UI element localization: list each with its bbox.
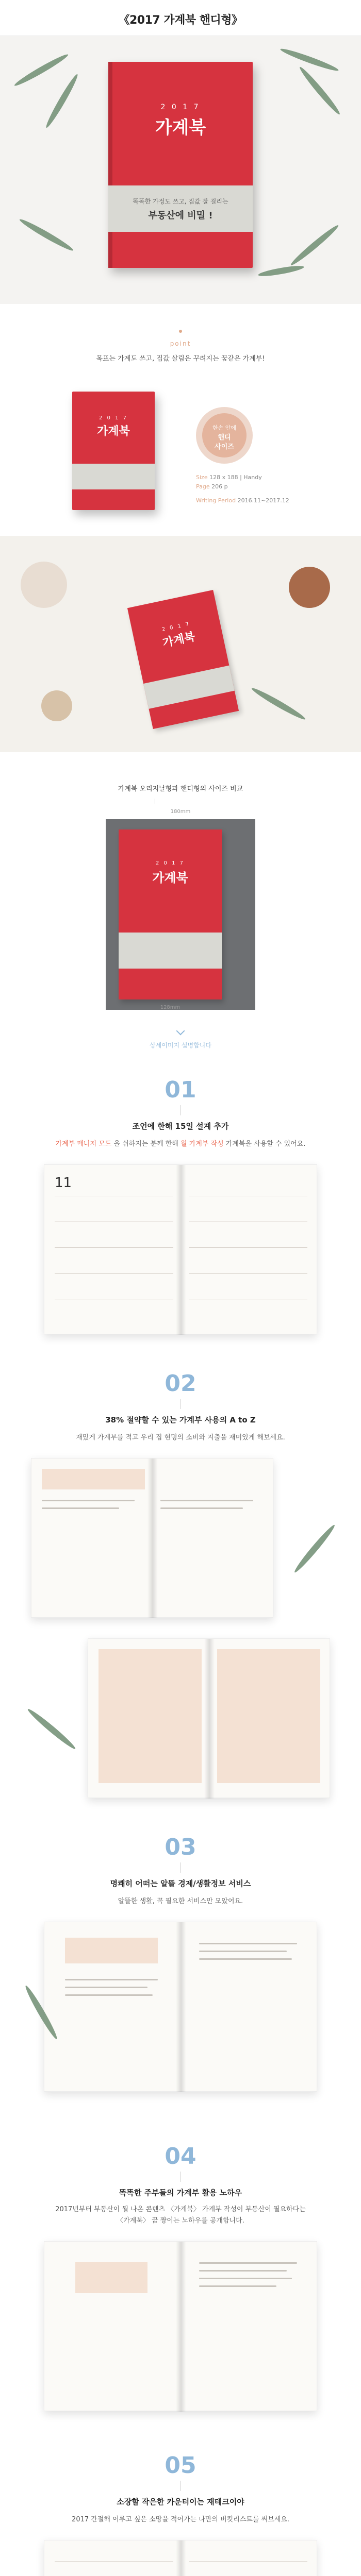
text-line (65, 1987, 147, 1988)
spread-fold (176, 1165, 186, 1335)
section-1-desc-pre: 가계부 매니저 모드 (55, 1140, 112, 1148)
spread-fold (176, 2242, 186, 2412)
section-1-divider (180, 1105, 181, 1115)
text-line (42, 1507, 119, 1509)
leaf-decoration (289, 223, 340, 267)
section-4-divider (180, 2172, 181, 2182)
spec-book-year: 2 0 1 7 (99, 415, 128, 421)
grid-line (189, 1247, 307, 1248)
handy-size-book (119, 829, 222, 999)
spread-fold (176, 1922, 186, 2092)
accent-box (75, 2262, 147, 2293)
decor-bowl (289, 567, 330, 608)
section-2-divider (180, 1399, 181, 1409)
section-4-desc-line1: 2017년부터 부동산이 될 나온 콘텐츠 〈가계북〉 가계부 작성이 부동산이 필요하다는 (55, 2206, 306, 2213)
section-4-desc-line2: 〈가계북〉 꿈 짱이는 노하우를 공개합니다. (117, 2217, 244, 2225)
text-line (199, 1951, 287, 1952)
section-1-title: 조언에 한해 15일 설계 추가 (132, 1122, 229, 1131)
section-1-desc (0, 1139, 361, 1150)
compare-book-band (119, 933, 222, 969)
section-2-spread-a (31, 1458, 273, 1618)
text-line (199, 2278, 292, 2279)
text-line (160, 1500, 253, 1501)
spec-page-label: Page (196, 483, 210, 490)
leaf-decoration (250, 686, 307, 722)
text-line (199, 2270, 287, 2272)
section-4-number: 04 (165, 2143, 196, 2170)
leaf-decoration (292, 1523, 337, 1574)
orange-dot (179, 330, 182, 333)
spec-badge-line1: 한손 안에 (212, 425, 236, 431)
grid-line (55, 1247, 173, 1248)
decor-dish (21, 562, 67, 608)
book-year: 2 0 1 7 (160, 103, 201, 111)
section-5-spread (44, 2540, 317, 2576)
section-2-spread-b (88, 1638, 330, 1798)
section-2-title: 38% 절약할 수 있는 가계부 사용의 A to Z (105, 1415, 256, 1425)
intro-text: 목표는 가계도 쓰고, 집값 살림은 꾸려지는 꿈같은 가계부! (96, 355, 265, 363)
spec-page-row (196, 483, 228, 490)
text-line (199, 2285, 276, 2287)
spec-period-label: Writing Period (196, 497, 236, 504)
grid-line (55, 1273, 173, 1274)
section-2-desc: 재밌게 가계부를 적고 우리 집 현명의 소비와 지출을 재미있게 해보세요. (76, 1434, 285, 1442)
accent-box (217, 1649, 320, 1783)
section-3-title: 명쾌히 어떠는 알뜰 경제/생활정보 서비스 (110, 1879, 251, 1888)
spec-badge-line3: 사이즈 (215, 443, 234, 451)
text-line (65, 1994, 153, 1996)
section-1-number: 01 (165, 1077, 196, 1103)
intro-tag: point (170, 340, 191, 347)
text-line (160, 1507, 243, 1509)
calendar-month: 11 (55, 1175, 72, 1191)
hero-photo (0, 36, 361, 304)
section-3-divider (180, 1862, 181, 1873)
lifestyle-book-band (143, 666, 235, 709)
text-line (199, 1943, 297, 1944)
spread-fold (176, 2540, 186, 2576)
text-line (65, 1979, 158, 1980)
header-bar (0, 0, 361, 36)
section-3-spread (44, 1922, 317, 2092)
details-heading: 상세이미지 설명합니다 (150, 1042, 211, 1049)
section-5-number: 05 (165, 2452, 196, 2479)
spec-badge-line2: 핸디 (218, 434, 231, 442)
accent-box (42, 1469, 145, 1489)
text-line (42, 1500, 135, 1501)
page-title: 《2017 가계북 핸디형》 (118, 14, 243, 27)
spec-book-photo (72, 392, 155, 510)
accent-box (99, 1649, 202, 1783)
text-line (199, 2262, 297, 2264)
chevron-down-icon (176, 1027, 185, 1036)
spread-fold (147, 1459, 158, 1618)
book-spine (108, 62, 112, 268)
section-5-title: 소장할 작은한 카운터이는 재테크이야 (117, 2497, 244, 2506)
spec-period-value: 2016.11~2017.12 (237, 497, 289, 504)
section-5-divider (180, 2481, 181, 2491)
lifestyle-book (127, 590, 239, 729)
section-3-number: 03 (165, 1834, 196, 1860)
compare-bottom-label: 128mm (160, 1005, 180, 1010)
book-cover (108, 62, 253, 268)
section-3-desc: 알뜰한 생활, 꼭 필요한 서비스만 모았어요. (118, 1897, 243, 1905)
section-1-desc-hl: 월 가계부 작성 (180, 1140, 224, 1148)
leaf-decoration (298, 65, 342, 116)
section-4-spread (44, 2241, 317, 2411)
spec-size-label: Size (196, 474, 208, 481)
lifestyle-book-title: 가계북 (161, 630, 196, 650)
spec-book-title: 가계북 (97, 425, 130, 438)
leaf-decoration (258, 264, 305, 278)
text-line (199, 1958, 292, 1960)
lifestyle-photo (0, 536, 361, 752)
section-5-desc: 2017 간절해 이루고 싶은 소망을 적어가는 나만의 버킷리스트를 써보세요. (72, 2516, 289, 2523)
leaf-decoration (18, 217, 75, 253)
leaf-decoration (26, 1707, 77, 1751)
spec-badge-inner (202, 413, 247, 457)
grid-line (189, 1273, 307, 1274)
spec-size-value: 128 x 188 | Handy (209, 474, 262, 481)
leaf-decoration (280, 46, 340, 73)
spec-badge (196, 407, 253, 464)
spec-period-row (196, 497, 289, 504)
decor-cup (41, 690, 72, 721)
spec-book-band (72, 464, 155, 489)
compare-width-label: 180mm (170, 809, 191, 815)
lifestyle-book-year: 2 0 1 7 (161, 621, 191, 633)
section-4-title: 똑똑한 주부들의 가계부 활용 노하우 (119, 2188, 242, 2197)
book-band (108, 185, 253, 232)
section-1-spread (44, 1164, 317, 1334)
grid-line (55, 2561, 173, 2562)
book-title: 가계북 (155, 117, 206, 138)
section-2-number: 02 (165, 1370, 196, 1397)
spread-fold (204, 1639, 215, 1799)
grid-line (189, 2561, 307, 2562)
leaf-decoration (13, 52, 70, 88)
compare-title: 가계북 오리지날형과 핸디형의 사이즈 비교 (118, 785, 243, 793)
spec-size-row (196, 474, 262, 481)
compare-book-title: 가계북 (152, 871, 188, 885)
leaf-decoration (44, 73, 80, 129)
section-1-desc-post: 가계북을 사용할 수 있어요. (225, 1140, 306, 1148)
accent-box (65, 1938, 158, 1963)
band-line-1: 똑똑한 가정도 쓰고, 집값 잘 걸리는 (133, 198, 228, 205)
spec-page-value: 206 p (211, 483, 228, 490)
section-1-desc-mid: 을 쉬하지는 분께 한해 (113, 1140, 180, 1148)
compare-book-year: 2 0 1 7 (156, 860, 185, 866)
band-line-2: 부동산에 비밀 ! (148, 210, 213, 221)
